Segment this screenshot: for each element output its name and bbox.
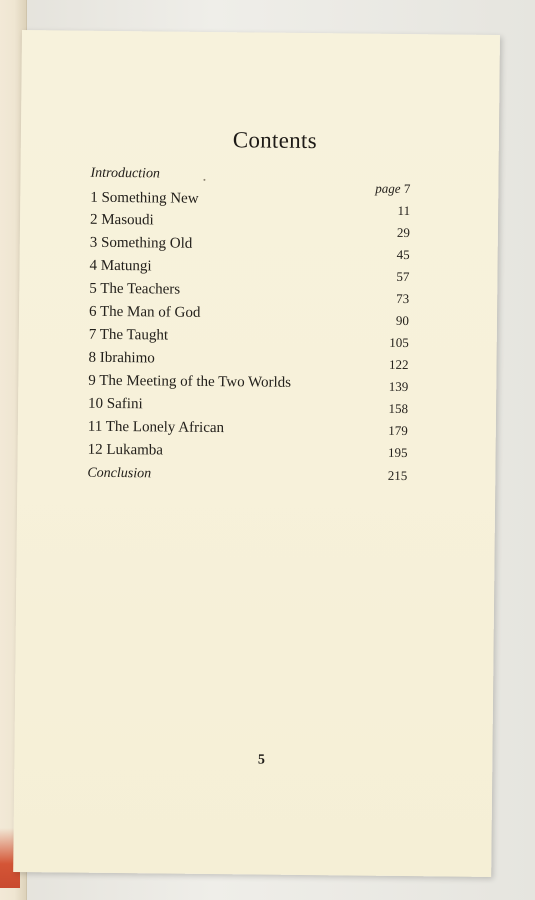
toc-entry-label: 11 The Lonely African — [87, 418, 225, 437]
toc-row — [89, 325, 409, 351]
toc-entry-label: 4 Matungi — [89, 257, 152, 275]
toc-row — [88, 417, 408, 443]
toc-entry-label: 2 Masoudi — [89, 211, 154, 229]
toc-page-number: 29 — [396, 224, 410, 241]
toc-page-number: 73 — [396, 290, 410, 307]
toc-page-number: 122 — [388, 356, 409, 373]
toc-entry-label: Introduction — [90, 165, 161, 182]
toc-entry-label: 5 The Teachers — [89, 280, 181, 298]
table-of-contents — [87, 166, 410, 489]
page-label: page — [375, 180, 401, 196]
toc-entry-label: Conclusion — [87, 465, 152, 482]
toc-page-number: 158 — [388, 400, 409, 417]
toc-entry-label: 1 Something New — [90, 189, 199, 207]
toc-entry-label: 10 Safini — [88, 395, 143, 413]
toc-page-number: 90 — [395, 312, 410, 329]
toc-row — [88, 348, 408, 374]
toc-entry-label: 7 The Taught — [88, 326, 169, 344]
toc-page-number: 11 — [397, 202, 411, 219]
toc-row — [87, 463, 407, 489]
toc-page-number: 215 — [387, 467, 408, 484]
toc-row — [89, 302, 409, 328]
toc-entry-label: 12 Lukamba — [87, 441, 164, 459]
toc-page-number — [375, 181, 410, 197]
toc-page-number: 179 — [388, 422, 408, 439]
toc-row — [88, 394, 408, 420]
toc-row — [89, 256, 410, 285]
toc-page-number: 195 — [388, 444, 408, 461]
toc-page-number: 57 — [396, 268, 410, 285]
page-title: Contents — [232, 127, 318, 154]
toc-entry-label: 8 Ibrahimo — [88, 349, 155, 367]
toc-row — [87, 440, 407, 466]
toc-entry-label: 6 The Man of God — [88, 303, 201, 321]
toc-row — [89, 279, 409, 305]
toc-row — [89, 210, 410, 241]
book-page — [13, 30, 500, 877]
toc-page-value: 7 — [403, 181, 411, 197]
toc-row — [89, 233, 410, 263]
toc-page-number: 105 — [389, 334, 409, 351]
toc-page-number: 139 — [388, 378, 409, 395]
toc-entry-label: 3 Something Old — [89, 234, 193, 252]
toc-entry-label: 9 The Meeting of the Two Worlds — [88, 372, 292, 391]
page-folio-number: 5 — [257, 752, 265, 768]
toc-row — [88, 371, 408, 397]
toc-page-number: 45 — [396, 246, 410, 263]
